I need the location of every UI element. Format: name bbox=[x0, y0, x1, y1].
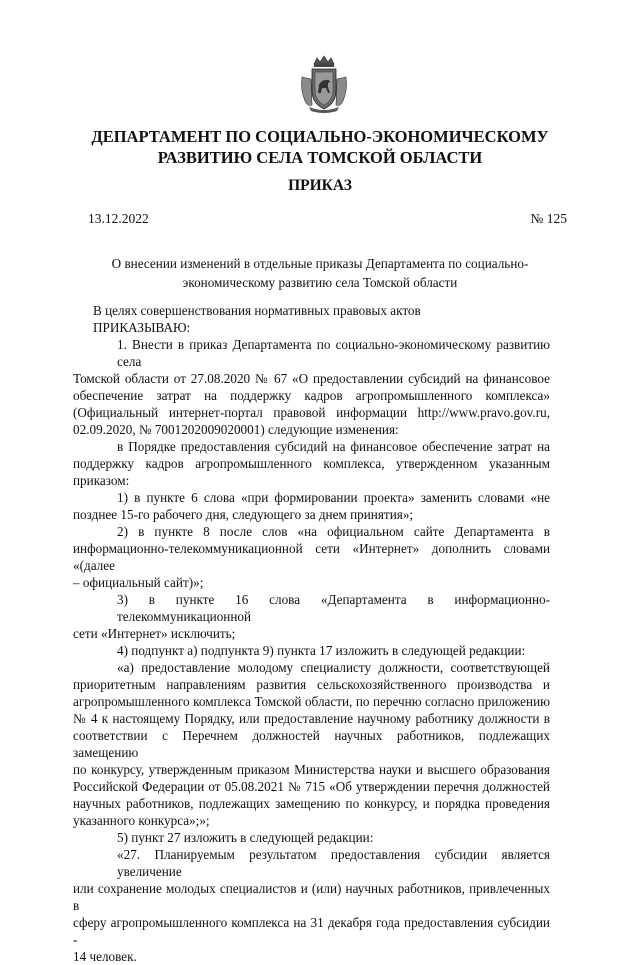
department-name-line1: ДЕПАРТАМЕНТ ПО СОЦИАЛЬНО-ЭКОНОМИЧЕСКОМУ bbox=[91, 127, 549, 146]
body-line: № 4 к настоящему Порядку, или предоставление научному работнику должности в bbox=[73, 711, 550, 726]
document-date: 13.12.2022 bbox=[88, 211, 149, 226]
body-line: обеспечение затрат на поддержку кадров агропромышленного комплекса» bbox=[73, 388, 550, 403]
body-line: сети «Интернет» исключить; bbox=[73, 626, 236, 641]
body-line: 3) в пункте 16 слова «Департамента в информационно-телекоммуникационной bbox=[117, 592, 550, 624]
body-line: информационно-телекоммуникационной сети «Интернет» дополнить словами «(далее bbox=[73, 541, 550, 573]
body-line: 5) пункт 27 изложить в следующей редакции: bbox=[117, 830, 374, 845]
body-line: агропромышленного комплекса Томской области, по перечню согласно приложению bbox=[73, 694, 550, 709]
body-line: приказом: bbox=[73, 473, 130, 488]
body-line: «а) предоставление молодому специалисту должности, соответствующей bbox=[117, 660, 550, 675]
body-line: или сохранение молодых специалистов и (или) научных работников, привлеченных в bbox=[73, 881, 550, 913]
body-line: Российской Федерации от 05.08.2021 № 715 «Об утверждении перечня должностей bbox=[73, 779, 550, 794]
body-line: поддержку кадров агропромышленного комплекса, утвержденном указанным bbox=[73, 456, 550, 471]
document-subject bbox=[90, 254, 550, 292]
body-line: указанного конкурса»;»; bbox=[73, 813, 210, 828]
body-line: 02.09.2020, № 7001202009020001) следующие изменения: bbox=[73, 422, 399, 437]
subject-line2: экономическому развитию села Томской области bbox=[182, 275, 458, 290]
body-line: 14 человек. bbox=[73, 949, 137, 964]
body-line: 2) в пункте 8 после слов «на официальном сайте Департамента в bbox=[117, 524, 550, 539]
body-line: научных работников, подлежащих замещению по конкурсу, и порядка проведения bbox=[73, 796, 550, 811]
body-line: (Официальный интернет-портал правовой информации http://www.pravo.gov.ru, bbox=[73, 405, 550, 420]
body-line: 1) в пункте 6 слова «при формировании проекта» заменить словами «не bbox=[117, 490, 550, 505]
department-name bbox=[60, 126, 580, 168]
document-number: № 125 bbox=[530, 211, 567, 226]
body-line: «27. Планируемым результатом предоставления субсидии является увеличение bbox=[117, 847, 550, 879]
document-type: ПРИКАЗ bbox=[288, 177, 352, 194]
document-body bbox=[73, 302, 550, 965]
department-name-line2: РАЗВИТИЮ СЕЛА ТОМСКОЙ ОБЛАСТИ bbox=[157, 148, 483, 167]
body-line: В целях совершенствования нормативных правовых актов bbox=[93, 303, 421, 318]
body-line: Томской области от 27.08.2020 № 67 «О предоставлении субсидий на финансовое bbox=[73, 371, 550, 386]
body-line: позднее 15-го рабочего дня, следующего за днем принятия»; bbox=[73, 507, 414, 522]
body-line: приоритетным направлениям развития сельскохозяйственного производства и bbox=[73, 677, 550, 692]
body-line: по конкурсу, утвержденным приказом Министерства науки и высшего образования bbox=[73, 762, 550, 777]
body-line: соответствии с Перечнем должностей научных работников, подлежащих замещению bbox=[73, 728, 550, 760]
body-line: сферу агропромышленного комплекса на 31 декабря года предоставления субсидии - bbox=[73, 915, 550, 947]
body-line: в Порядке предоставления субсидий на финансовое обеспечение затрат на bbox=[117, 439, 550, 454]
body-line: 4) подпункт а) подпункта 9) пункта 17 изложить в следующей редакции: bbox=[117, 643, 526, 658]
body-line: 1. Внести в приказ Департамента по социально-экономическому развитию села bbox=[117, 337, 550, 369]
body-line: ПРИКАЗЫВАЮ: bbox=[93, 320, 191, 335]
subject-line1: О внесении изменений в отдельные приказы Департамента по социально- bbox=[111, 256, 529, 271]
coat-of-arms-icon bbox=[299, 55, 349, 113]
body-line: – официальный сайт)»; bbox=[73, 575, 204, 590]
